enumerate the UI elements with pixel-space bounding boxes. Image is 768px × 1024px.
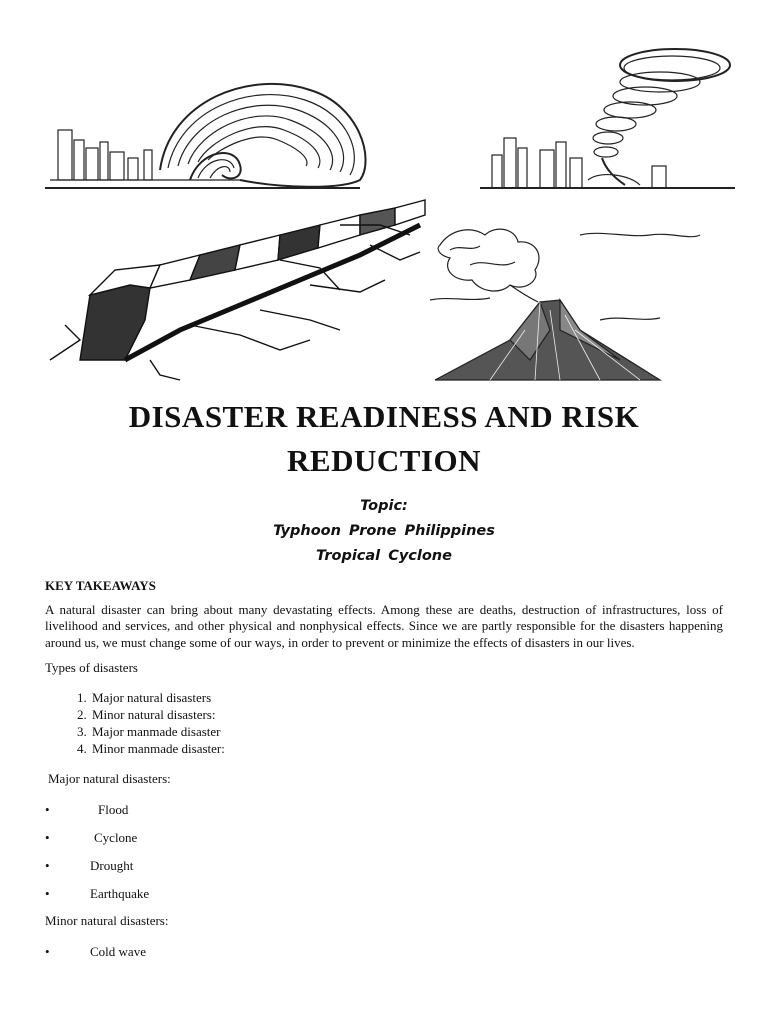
types-list — [45, 689, 723, 757]
list-item — [45, 885, 723, 902]
bullet-marker: • — [45, 886, 50, 901]
document-title: DISASTER READINESS AND RISK REDUCTION — [128, 399, 640, 478]
list-item — [45, 829, 723, 846]
disaster-collage-image — [40, 30, 740, 390]
minor-natural-heading: Minor natural disasters: — [45, 913, 169, 928]
list-item: 4. Minor manmade disaster: — [90, 740, 723, 757]
bullet-text: Earthquake — [90, 886, 150, 901]
volcano-drawing — [430, 229, 700, 380]
key-takeaways-paragraph: A natural disaster can bring about many devastating effects. Among these are deaths, destruction of infrastructures, loss of livelihood and services, and other physical and nonphysical effects. Since we are partly responsible for the disasters happening around us, we must change some of our ways, in order to prevent or minimize the effects of disasters in our lives. — [45, 601, 723, 650]
major-natural-heading: Major natural disasters: — [48, 770, 171, 786]
bullet-text: Cyclone — [94, 830, 138, 845]
list-item: 2. Minor natural disasters: — [90, 706, 723, 723]
topic-label: Topic: — [360, 498, 408, 514]
list-item — [45, 943, 723, 960]
bullet-text: Drought — [90, 858, 134, 873]
types-heading: Types of disasters — [45, 660, 138, 675]
list-item: 3. Major manmade disaster — [90, 723, 723, 740]
bullet-marker: • — [45, 858, 50, 873]
list-item — [45, 801, 723, 818]
earthquake-fissure-drawing — [50, 200, 425, 380]
bullet-text: Cold wave — [90, 943, 146, 959]
tornado-drawing — [480, 49, 735, 188]
list-item — [45, 857, 723, 874]
key-takeaways-heading: KEY TAKEAWAYS — [45, 578, 156, 593]
list-item: 1. Major natural disasters — [90, 689, 723, 706]
bullet-marker: • — [45, 802, 50, 817]
bullet-marker: • — [45, 943, 50, 959]
bullet-marker: • — [45, 830, 50, 845]
tsunami-wave-drawing — [45, 84, 366, 188]
topic-block — [40, 494, 728, 569]
topic-line-1: Typhoon Prone Philippines — [273, 523, 495, 539]
bullet-text: Flood — [98, 802, 129, 817]
disaster-illustration — [40, 30, 740, 390]
document-body — [45, 578, 723, 971]
topic-line-2: Tropical Cyclone — [316, 548, 452, 564]
